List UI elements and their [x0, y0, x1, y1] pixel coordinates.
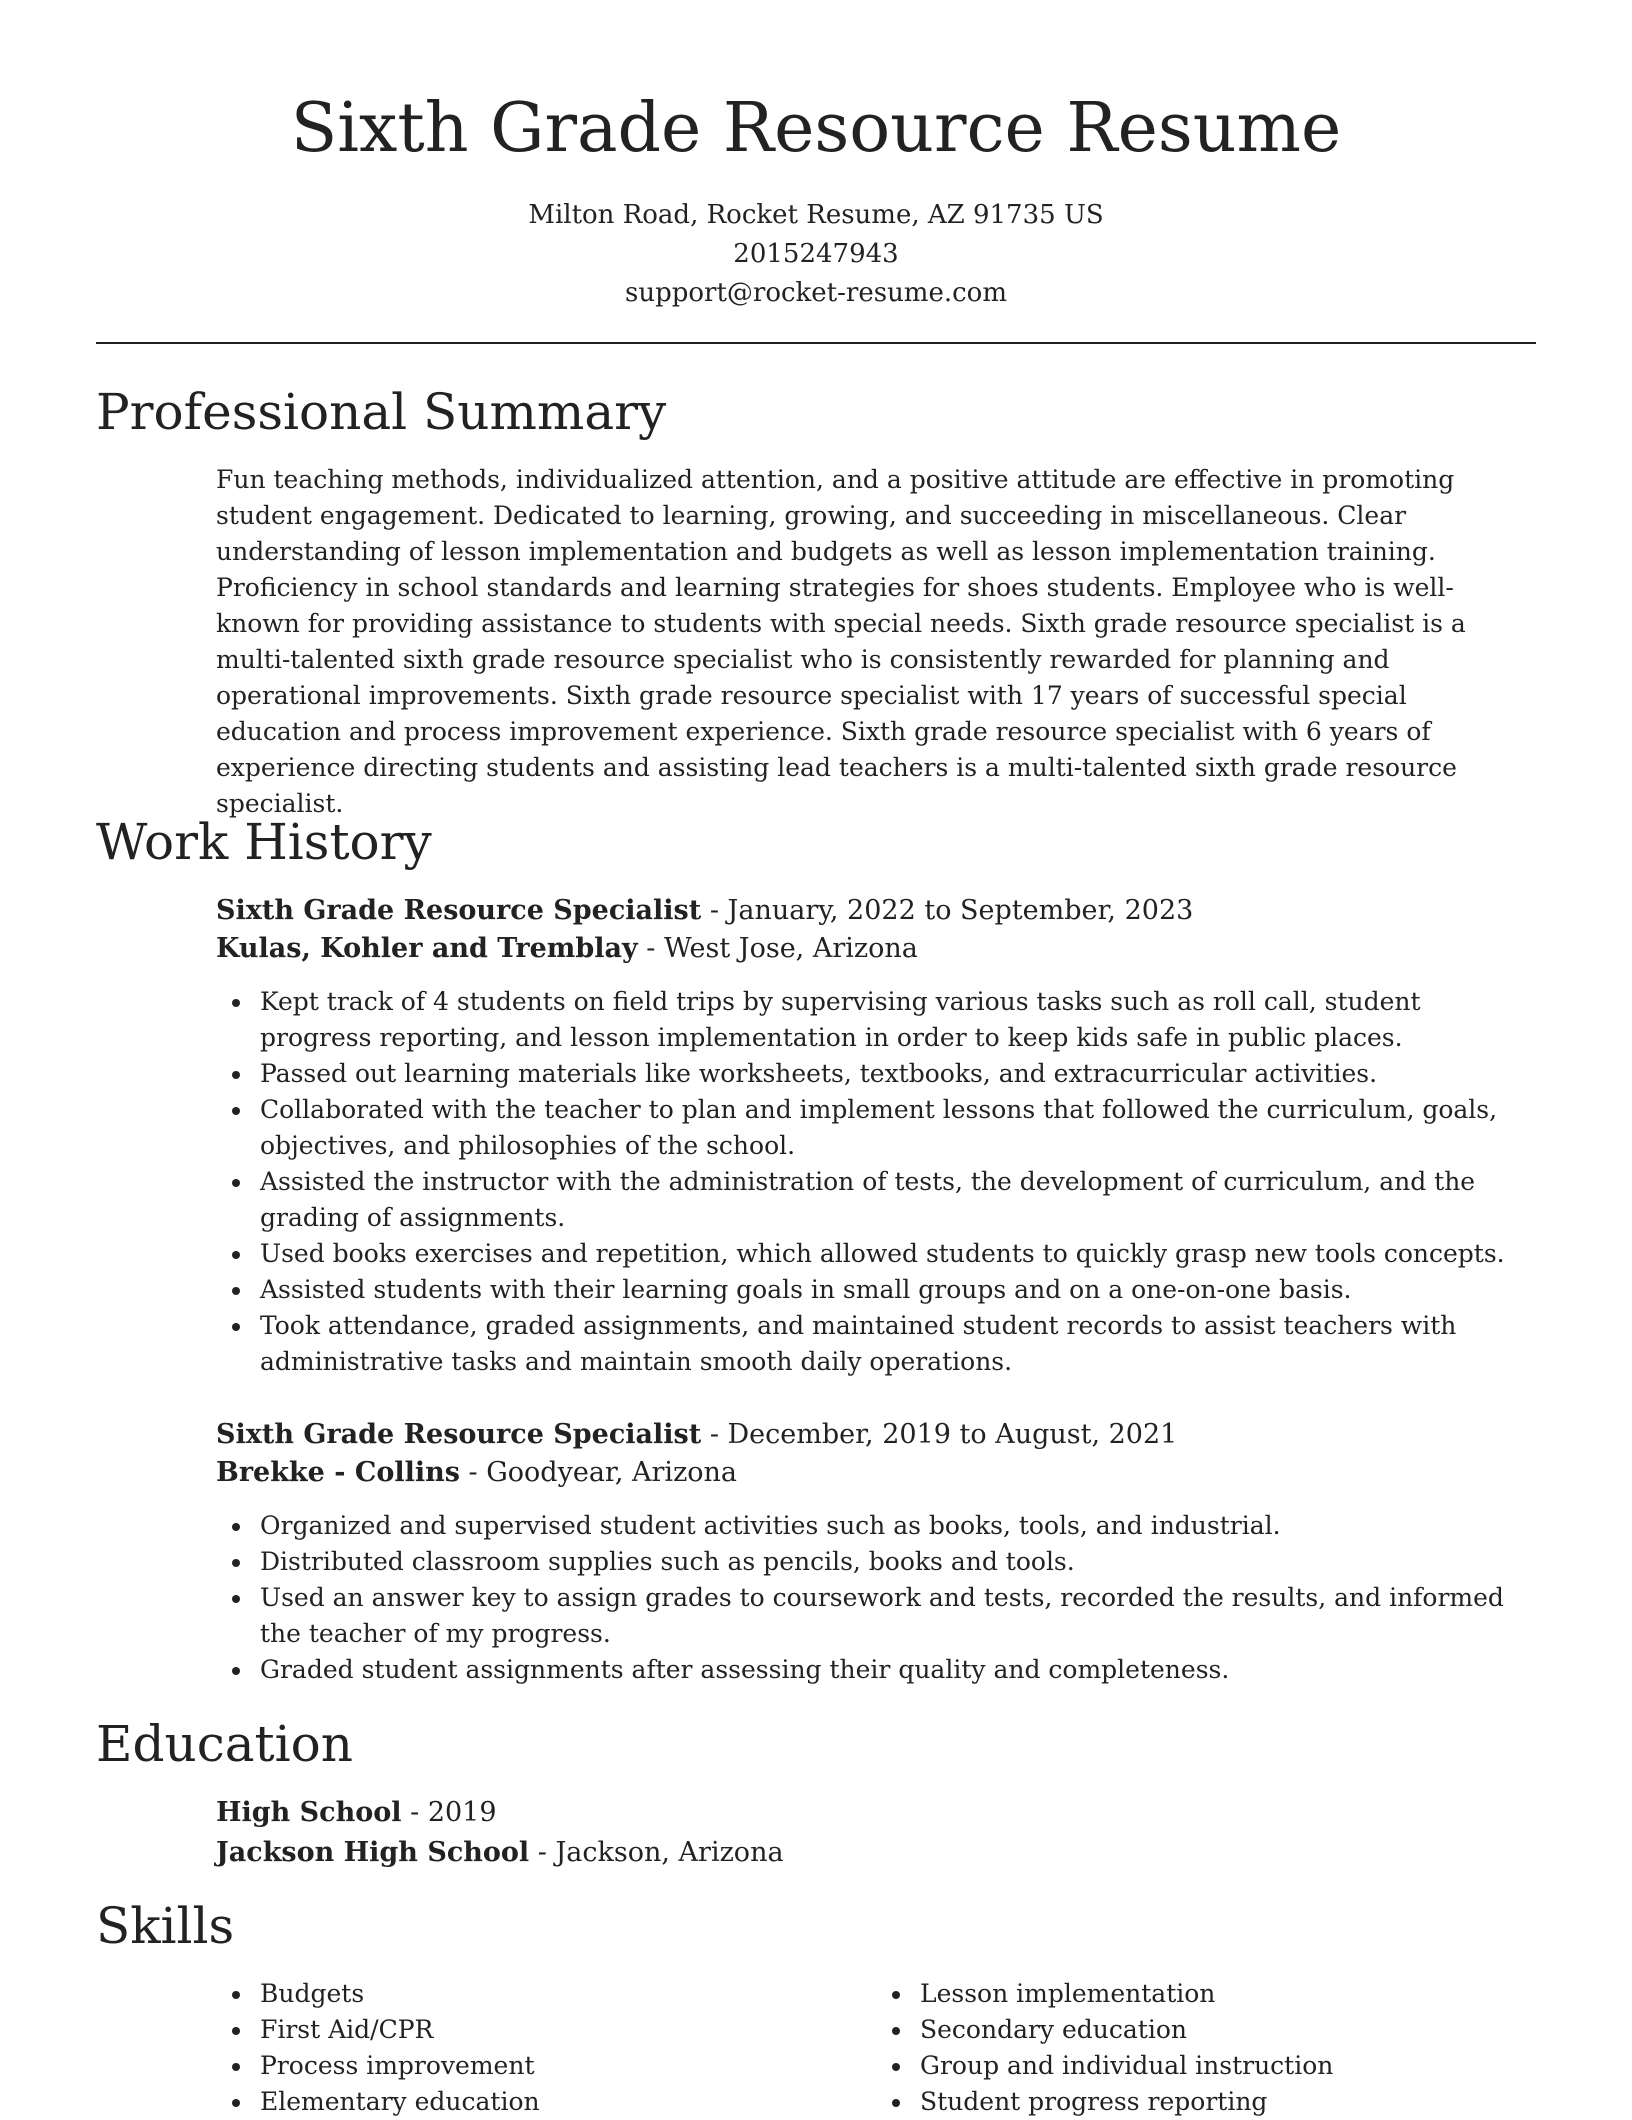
- skill-item: Budgets: [260, 1976, 876, 2012]
- job-bullets: [216, 1508, 1536, 1688]
- education-degree-line: [216, 1794, 1536, 1832]
- skills-columns: [216, 1976, 1536, 2120]
- education-school: Jackson High School: [216, 1837, 530, 1868]
- education-year: - 2019: [401, 1797, 497, 1828]
- skills-section: [216, 1976, 1536, 2120]
- skill-item: First Aid/CPR: [260, 2012, 876, 2048]
- job-role: Sixth Grade Resource Specialist: [216, 895, 702, 926]
- contact-address: Milton Road, Rocket Resume, AZ 91735 US: [528, 200, 1104, 230]
- list-item: Assisted the instructor with the administration of tests, the development of curriculum, and the grading of assignments.: [260, 1164, 1536, 1236]
- summary-section: [216, 462, 1536, 822]
- job-dates: - January, 2022 to September, 2023: [701, 895, 1194, 926]
- education-heading: Education: [96, 1715, 353, 1773]
- education-school-line: [216, 1834, 1536, 1872]
- skill-item: Student progress reporting: [920, 2084, 1536, 2120]
- list-item: Organized and supervised student activities such as books, tools, and industrial.: [260, 1508, 1536, 1544]
- job-entry-2: [216, 1416, 1536, 1688]
- skills-list-left: [216, 1976, 876, 2120]
- job-company: Brekke - Collins: [216, 1457, 460, 1488]
- education-entry: [216, 1794, 1536, 1872]
- education-degree: High School: [216, 1797, 402, 1828]
- job-location: - West Jose, Arizona: [637, 933, 918, 964]
- job-company-line: [216, 1454, 1536, 1492]
- resume-title: Sixth Grade Resource Resume: [290, 89, 1342, 168]
- list-item: Collaborated with the teacher to plan and implement lessons that followed the curriculum, goals, objectives, and philosophies of the school.: [260, 1092, 1536, 1164]
- list-item: Distributed classroom supplies such as pencils, books and tools.: [260, 1544, 1536, 1580]
- work-history-heading: Work History: [96, 813, 432, 871]
- list-item: Passed out learning materials like worksheets, textbooks, and extracurricular activities.: [260, 1056, 1536, 1092]
- education-location: - Jackson, Arizona: [529, 1837, 784, 1868]
- skill-item: Elementary education: [260, 2084, 876, 2120]
- skill-item: Lesson implementation: [920, 1976, 1536, 2012]
- job-location: - Goodyear, Arizona: [459, 1457, 738, 1488]
- skills-heading: Skills: [96, 1897, 235, 1955]
- contact-info: [0, 196, 1632, 313]
- summary-text: Fun teaching methods, individualized attention, and a positive attitude are effective in promoting student engagement. Dedicated to learning, growing, and succeeding in miscellaneous. Clear understanding of lesson implementation and budgets as well as lesson implementation training. Proficiency in school standards and learning strategies for shoes students. Employee who is well-known for providing assistance to students with special needs. Sixth grade resource specialist is a multi-talented sixth grade resource specialist who is consistently rewarded for planning and operational improvements. Sixth grade resource specialist with 17 years of successful special education and process improvement experience. Sixth grade resource specialist with 6 years of experience directing students and assisting lead teachers is a multi-talented sixth grade resource specialist.: [216, 465, 1466, 818]
- list-item: Assisted students with their learning goals in small groups and on a one-on-one basis.: [260, 1272, 1536, 1308]
- contact-email: support@rocket-resume.com: [624, 278, 1007, 308]
- job-company-line: [216, 930, 1536, 968]
- resume-header: [0, 0, 1632, 313]
- list-item: Used an answer key to assign grades to coursework and tests, recorded the results, and informed the teacher of my progress.: [260, 1580, 1536, 1652]
- skill-item: Group and individual instruction: [920, 2048, 1536, 2084]
- skills-list-right: [876, 1976, 1536, 2120]
- job-title-line: [216, 892, 1536, 930]
- job-title-line: [216, 1416, 1536, 1454]
- job-role: Sixth Grade Resource Specialist: [216, 1419, 702, 1450]
- header-divider: [96, 342, 1536, 344]
- summary-heading: Professional Summary: [96, 383, 667, 441]
- job-bullets: [216, 984, 1536, 1380]
- list-item: Graded student assignments after assessing their quality and completeness.: [260, 1652, 1536, 1688]
- list-item: Took attendance, graded assignments, and maintained student records to assist teachers with administrative tasks and maintain smooth daily operations.: [260, 1308, 1536, 1380]
- skill-item: Process improvement: [260, 2048, 876, 2084]
- contact-phone: 2015247943: [733, 239, 899, 269]
- job-entry-1: [216, 892, 1536, 1380]
- job-company: Kulas, Kohler and Tremblay: [216, 933, 638, 964]
- job-dates: - December, 2019 to August, 2021: [701, 1419, 1178, 1450]
- list-item: Kept track of 4 students on field trips by supervising various tasks such as roll call, student progress reporting, and lesson implementation in order to keep kids safe in public places.: [260, 984, 1536, 1056]
- skill-item: Secondary education: [920, 2012, 1536, 2048]
- list-item: Used books exercises and repetition, which allowed students to quickly grasp new tools concepts.: [260, 1236, 1536, 1272]
